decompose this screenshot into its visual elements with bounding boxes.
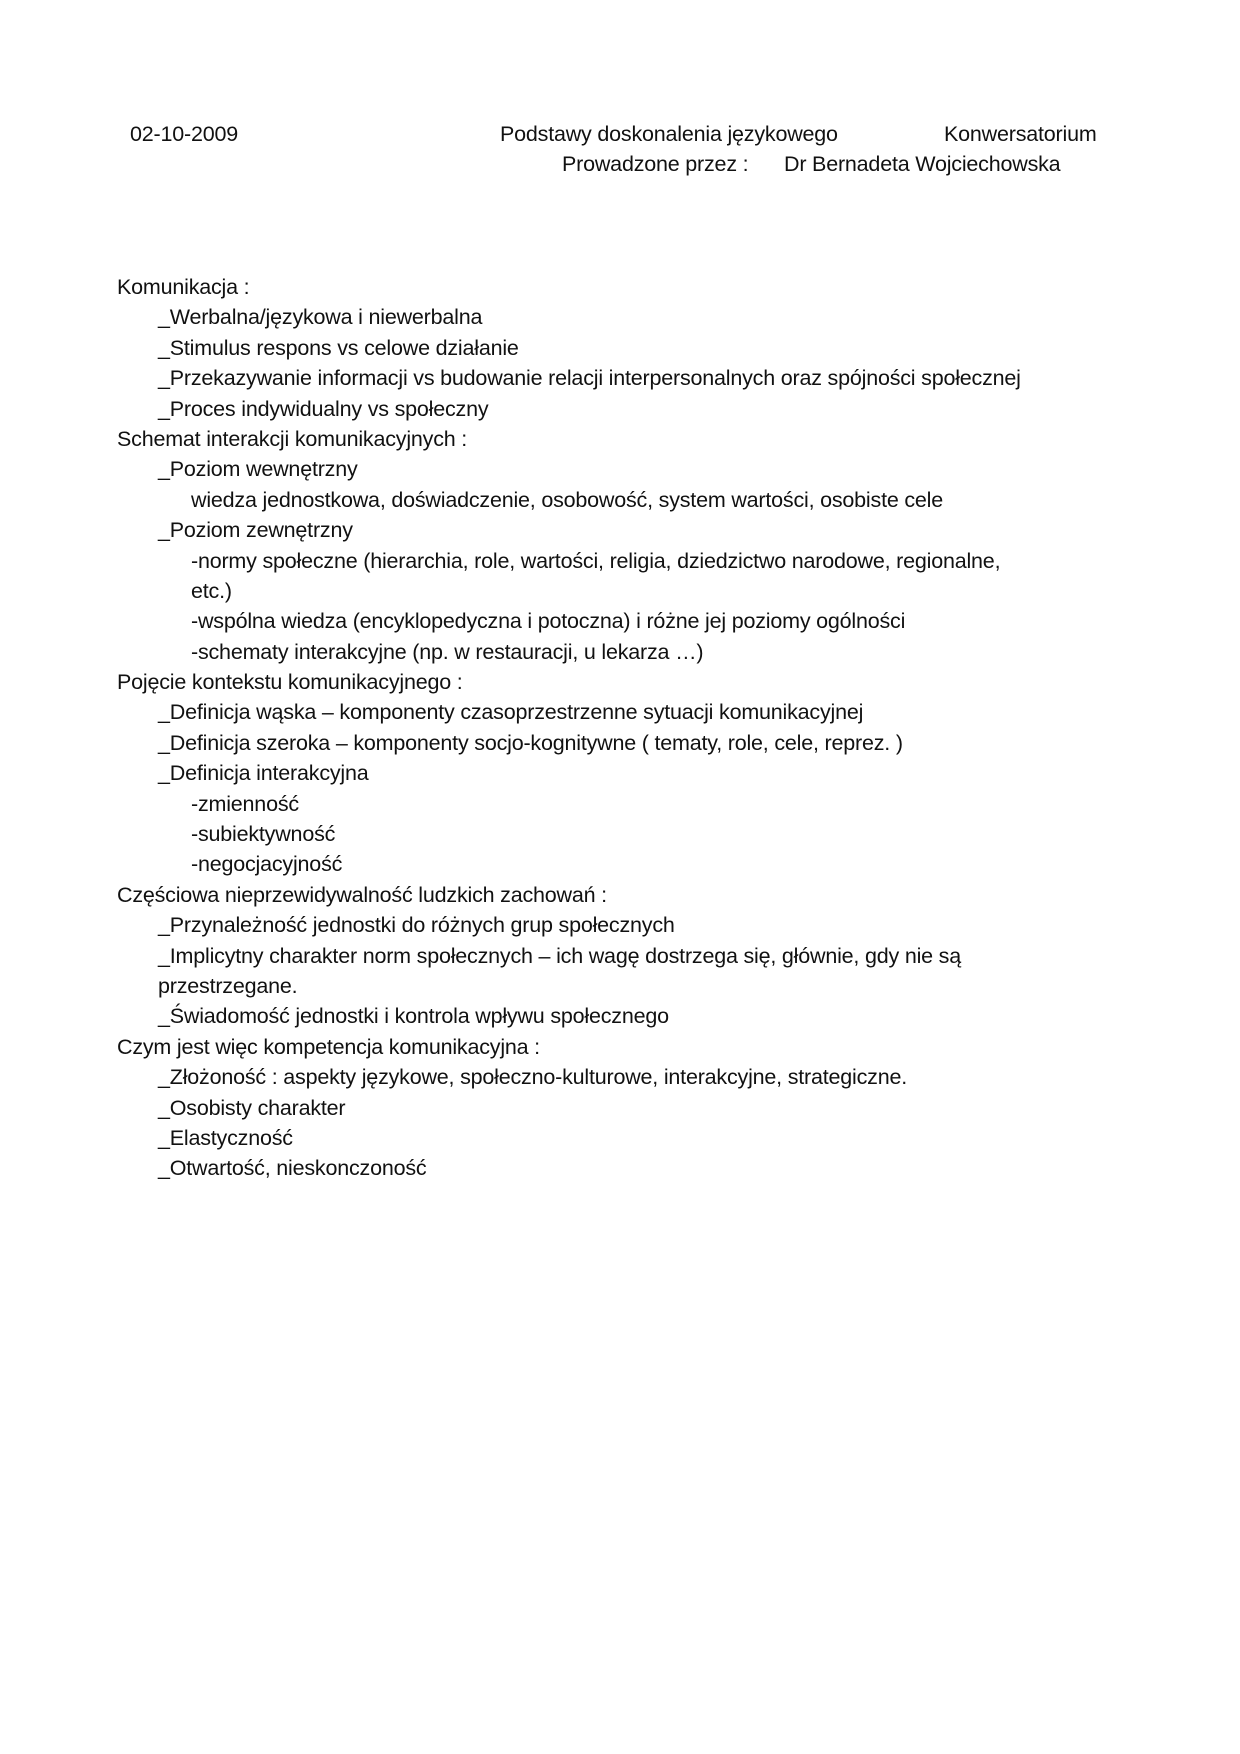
section-heading: Częściowa nieprzewidywalność ludzkich zachowań : (117, 882, 607, 907)
sub-list-item: -wspólna wiedza (encyklopedyczna i potoczna) i różne jej poziomy ogólności (191, 609, 906, 634)
list-item: _Werbalna/językowa i niewerbalna (158, 305, 483, 330)
list-item: _Definicja wąska – komponenty czasoprzestrzenne sytuacji komunikacyjnej (158, 700, 864, 725)
sub-list-item: -subiektywność (191, 822, 336, 847)
list-item: _Świadomość jednostki i kontrola wpływu społecznego (158, 1004, 669, 1029)
list-item: _Definicja interakcyjna (158, 761, 369, 786)
sub-list-item: -zmienność (191, 791, 299, 816)
sub-list-item: wiedza jednostkowa, doświadczenie, osobowość, system wartości, osobiste cele (191, 487, 944, 512)
sub-list-item: -negocjacyjność (191, 852, 343, 877)
section-heading: Schemat interakcji komunikacyjnych : (117, 426, 468, 451)
notes-body (117, 272, 1127, 1184)
section-heading: Komunikacja : (117, 275, 250, 299)
list-item: _Złożoność : aspekty językowe, społeczno-kulturowe, interakcyjne, strategiczne. (158, 1065, 908, 1090)
date: 02-10-2009 (130, 122, 238, 146)
list-item: _Otwartość, nieskonczoność (158, 1156, 427, 1181)
list-item: przestrzegane. (158, 973, 298, 998)
instructor-name: Dr Bernadeta Wojciechowska (784, 152, 1061, 176)
list-item: _Poziom wewnętrzny (158, 457, 358, 482)
course-type: Konwersatorium (944, 122, 1097, 146)
list-item: _Implicytny charakter norm społecznych – ich wagę dostrzega się, głównie, gdy nie są (158, 943, 961, 968)
list-item: _Przynależność jednostki do różnych grup społecznych (158, 913, 675, 938)
sub-list-item: -normy społeczne (hierarchia, role, wartości, religia, dziedzictwo narodowe, regionalne, (191, 548, 1001, 573)
section-heading: Czym jest więc kompetencja komunikacyjna : (117, 1034, 540, 1059)
list-item: _Proces indywidualny vs społeczny (158, 396, 489, 421)
course-title: Podstawy doskonalenia językowego (500, 122, 838, 146)
section-heading: Pojęcie kontekstu komunikacyjnego : (117, 670, 463, 695)
list-item: _Elastyczność (158, 1125, 293, 1150)
sub-list-item: -schematy interakcyjne (np. w restauracji, u lekarza …) (191, 639, 704, 664)
list-item: _Stimulus respons vs celowe działanie (158, 335, 519, 360)
sub-list-item: etc.) (191, 578, 232, 603)
led-by-label: Prowadzone przez : (562, 152, 749, 176)
list-item: _Osobisty charakter (158, 1095, 346, 1120)
list-item: _Poziom zewnętrzny (158, 518, 353, 543)
list-item: _Przekazywanie informacji vs budowanie relacji interpersonalnych oraz spójności społecznej (158, 366, 1021, 391)
list-item: _Definicja szeroka – komponenty socjo-kognitywne ( tematy, role, cele, reprez. ) (158, 730, 903, 755)
